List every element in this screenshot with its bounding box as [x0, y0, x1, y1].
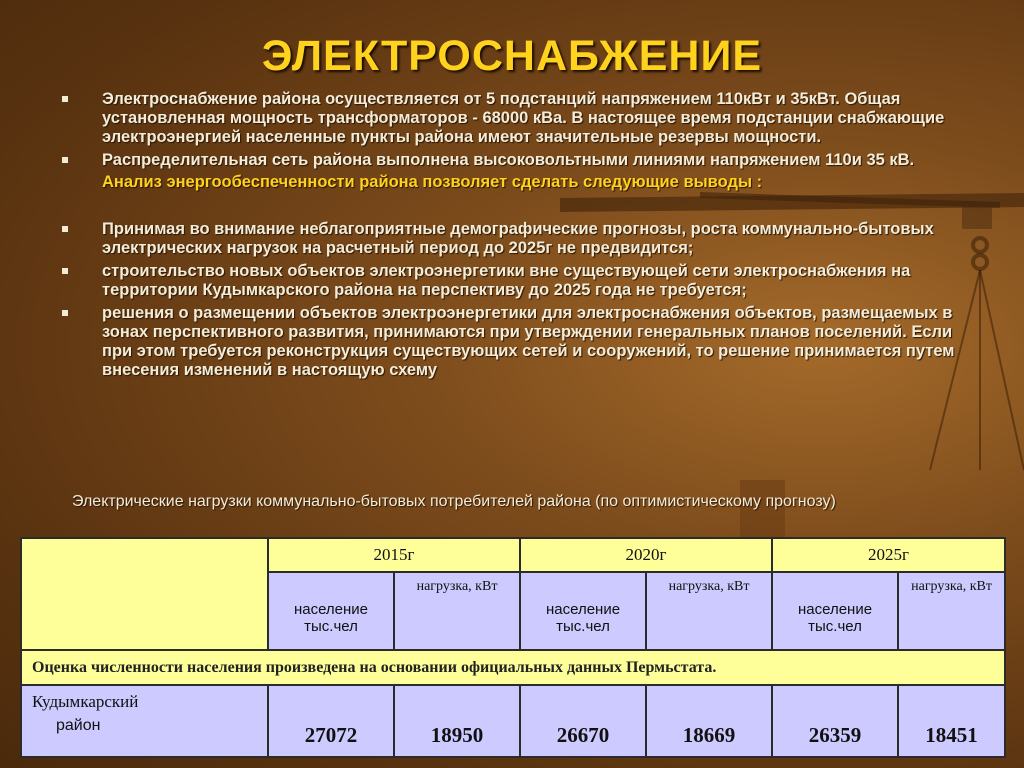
- district-name-cell: [21, 685, 268, 757]
- bullet-text: Распределительная сеть района выполнена высоковольтными линиями напряжением 110и 35 кВ.: [102, 151, 915, 169]
- population-header: население тыс.чел: [520, 572, 646, 650]
- conclusion-item: [62, 220, 972, 258]
- district-suffix: район: [56, 717, 101, 734]
- bullet-marker-icon: [62, 96, 68, 102]
- loads-table: [20, 537, 1006, 758]
- bullet-marker-icon: [62, 310, 68, 316]
- bullet-text: Электроснабжение района осуществляется от 5 подстанций напряжением 110кВт и 35кВт. Общая установленная мощность трансформаторов - 68000 кВа. В настоящее время подстанции снабжающие электроэнергией населенные пункты района имеют значительные резервы мощности.: [102, 90, 945, 146]
- table-value-cell: 18950: [394, 685, 520, 757]
- table-corner-cell: [21, 538, 268, 650]
- year-header: 2020г: [520, 538, 772, 572]
- conclusion-item: [62, 304, 972, 380]
- table-value-cell: 27072: [268, 685, 394, 757]
- table-value-cell: 18451: [898, 685, 1005, 757]
- bullet-marker-icon: [62, 157, 68, 163]
- bullet-marker-icon: [62, 226, 68, 232]
- population-header: население тыс.чел: [772, 572, 898, 650]
- bullet-list: [62, 90, 972, 380]
- conclusion-text: строительство новых объектов электроэнергетики вне существующей сети электроснабжения на территории Кудымкарского района на перспективу до 2025 года не требуется;: [102, 262, 911, 299]
- analysis-heading: Анализ энергообеспеченности района позволяет сделать следующие выводы :: [102, 173, 763, 191]
- slide-title: ЭЛЕКТРОСНАБЖЕНИЕ: [261, 32, 763, 80]
- bullet-item: [62, 151, 972, 170]
- load-header: нагрузка, кВт: [646, 572, 772, 650]
- table-value-cell: 18669: [646, 685, 772, 757]
- bullet-item: [62, 90, 972, 147]
- table-value-cell: 26670: [520, 685, 646, 757]
- load-header: нагрузка, кВт: [394, 572, 520, 650]
- table-note: Оценка численности населения произведена на основании официальных данных Пермьстата.: [21, 650, 1005, 685]
- year-header: 2015г: [268, 538, 520, 572]
- conclusion-text: решения о размещении объектов электроэнергетики для электроснабжения объектов, размещаемых в зонах перспективного развития, принимаются при утверждении генеральных планов поселений. Если при этом требуется реконструкция существующих сетей и сооружений, то решение принимается путем внесения изменений в настоящую схему: [102, 304, 955, 379]
- table-value-cell: 26359: [772, 685, 898, 757]
- conclusion-item: [62, 262, 972, 300]
- load-header: нагрузка, кВт: [898, 572, 1005, 650]
- conclusion-text: Принимая во внимание неблагоприятные демографические прогнозы, роста коммунально-бытовых электрических нагрузок на расчетный период до 2025г не предвидится;: [102, 220, 934, 257]
- district-name: Кудымкарский: [32, 692, 139, 711]
- population-header: население тыс.чел: [268, 572, 394, 650]
- loads-caption: Электрические нагрузки коммунально-бытовых потребителей района (по оптимистическому прогнозу): [72, 493, 836, 510]
- year-header: 2025г: [772, 538, 1005, 572]
- bullet-marker-icon: [62, 268, 68, 274]
